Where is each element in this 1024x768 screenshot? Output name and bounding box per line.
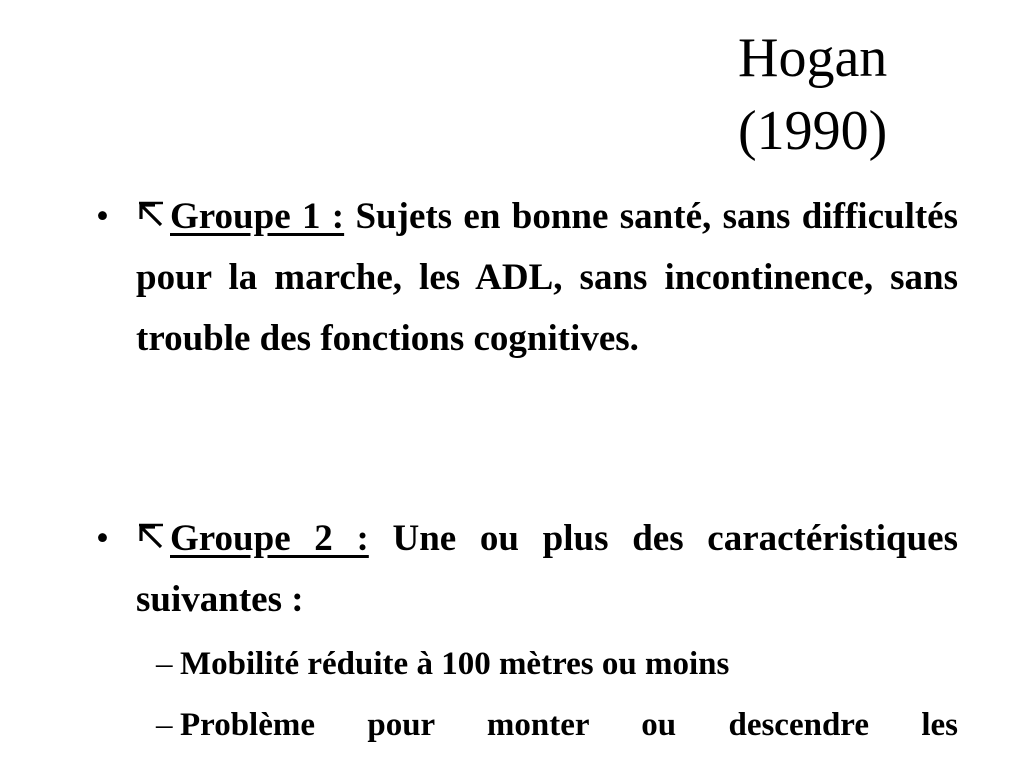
up-left-arrow-icon <box>136 522 166 552</box>
group-label-text: Groupe 2 : <box>170 518 369 559</box>
sub-item-text: Problème pour monter ou descendre les <box>180 707 958 743</box>
sub-item <box>156 634 958 695</box>
group-label <box>136 518 369 559</box>
bullet-marker: • <box>96 196 109 237</box>
sub-item-marker: – <box>156 646 173 682</box>
group-description: Une ou plus des caractéristiques suivantes : <box>136 518 958 620</box>
group-label-text: Groupe 1 : <box>170 196 345 237</box>
sub-item <box>156 695 958 756</box>
group-description: Sujets en bonne santé, sans difficultés pour la marche, les ADL, sans incontinence, sans trouble des fonctions cognitives. <box>136 196 958 359</box>
bullet-text <box>136 508 958 630</box>
sub-item-text: Mobilité réduite à 100 mètres ou moins <box>180 646 730 682</box>
sub-item-marker: – <box>156 707 173 743</box>
bullet-groupe-2 <box>96 508 958 630</box>
bullet-marker: • <box>96 518 109 559</box>
up-left-arrow-icon <box>136 200 166 230</box>
bullet-groupe-1 <box>96 186 958 369</box>
group-label <box>136 196 344 237</box>
slide-title: Hogan (1990) <box>738 27 888 162</box>
bullet-text <box>136 186 958 369</box>
